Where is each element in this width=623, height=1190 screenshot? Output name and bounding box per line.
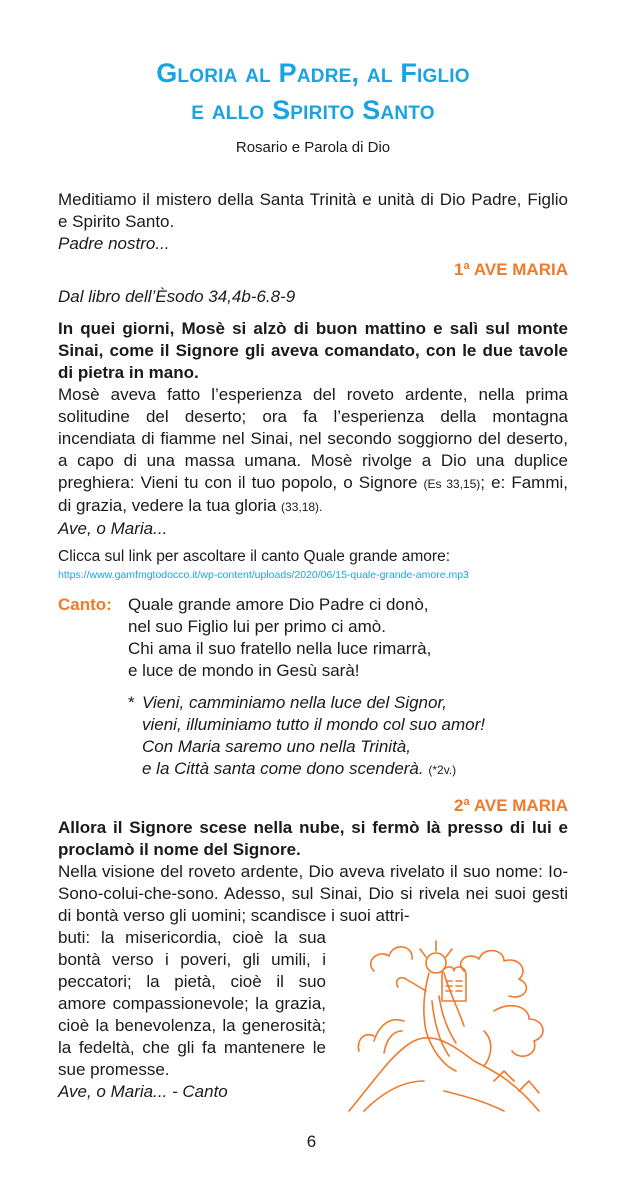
subtitle: Rosario e Parola di Dio (235, 139, 391, 156)
refrain-line: e la Città santa come dono scenderà. (142, 759, 424, 778)
refrain (128, 692, 485, 781)
canto-line: nel suo Figlio lui per primo ci amò. (128, 617, 386, 636)
refrain-line: vieni, illuminiamo tutto il mondo col suo amor! (142, 715, 485, 734)
refrain-line: Vieni, camminiamo nella luce del Signor, (142, 693, 447, 712)
commentary-2-wrap (58, 927, 326, 1113)
ave-heading-1: 1ª AVE MARIA (454, 260, 568, 279)
refrain-star: * (128, 693, 135, 712)
intro-prayer: Padre nostro... (58, 234, 170, 253)
commentary-1 (58, 384, 568, 518)
moses-tablets-illustration (344, 931, 570, 1113)
reference-es: (Es 33,15) (423, 477, 481, 491)
reference-33-18: (33,18). (281, 500, 323, 514)
prayer-2: Ave, o Maria... - Canto (58, 1082, 228, 1101)
canto-line: Chi ama il suo fratello nella luce rimarrà, (128, 639, 432, 658)
canto-label: Canto: (58, 595, 112, 614)
prayer-1: Ave, o Maria... (58, 519, 168, 538)
link-intro: Clicca sul link per ascoltare il canto Quale grande amore: (58, 548, 450, 565)
page-number: 6 (306, 1132, 317, 1151)
title-line-1: Gloria al Padre, al Figlio (156, 58, 470, 88)
page-title (58, 55, 568, 129)
title-line-2: e allo Spirito Santo (191, 95, 435, 125)
refrain-line-last (142, 758, 485, 781)
audio-link[interactable]: https://www.gamfmgtodocco.it/wp-content/uploads/2020/06/15-quale-grande-amore.mp3 (58, 569, 469, 581)
commentary-1-mid: ; e: Fammi, di grazia, vedere la tua gloria (58, 473, 569, 515)
canto-lines (128, 594, 485, 781)
intro-text: Meditiamo il mistero della Santa Trinità e unità di Dio Padre, Figlio e Spirito Santo. (58, 190, 568, 231)
canto-line: e luce de mondo in Gesù sarà! (128, 661, 360, 680)
refrain-line: Con Maria saremo uno nella Trinità, (142, 737, 411, 756)
commentary-with-illustration (58, 927, 568, 1113)
scripture-reference: Dal libro dell’Èsodo 34,4b-6.8-9 (58, 287, 296, 306)
commentary-2: Nella visione del roveto ardente, Dio aveva rivelato il suo nome: Io-Sono-colui-che-sono. Adesso, sul Sinai, Dio si rivela nei suoi gesti di bontà verso gli uomini; scandisce i suoi attri- (58, 862, 568, 925)
canto-line: Quale grande amore Dio Padre ci donò, (128, 595, 429, 614)
commentary-1-text: Mosè aveva fatto l’esperienza del roveto ardente, nella prima solitudine del deserto; ora fa l’esperienza della montagna incendiata di fiamme nel Sinai, nel secondo soggiorno del deserto, a capo di una massa umana. Mosè rivolge a Dio una duplice preghiera: Vieni tu con il tuo popolo, o Signore (58, 385, 568, 492)
page (58, 0, 568, 1113)
ave-heading-2: 2ª AVE MARIA (454, 796, 568, 815)
canto-block (58, 594, 568, 781)
commentary-2-continued: buti: la misericordia, cioè la sua bontà verso i poveri, gli umili, i peccatori; la pietà, cioè il suo amore compassionevole; la grazia, cioè la benevolenza, la generosità; la fedeltà, che gli fa mantenere le sue promesse. (58, 928, 326, 1079)
refrain-lines (142, 692, 485, 781)
scripture-text-1: In quei giorni, Mosè si alzò di buon mattino e salì sul monte Sinai, come il Signore gli aveva comandato, con le due tavole di pietra in mano. (58, 319, 568, 382)
scripture-text-2: Allora il Signore scese nella nube, si fermò là presso di lui e proclamò il nome del Signore. (58, 818, 568, 859)
repeat-note: (*2v.) (428, 763, 457, 777)
